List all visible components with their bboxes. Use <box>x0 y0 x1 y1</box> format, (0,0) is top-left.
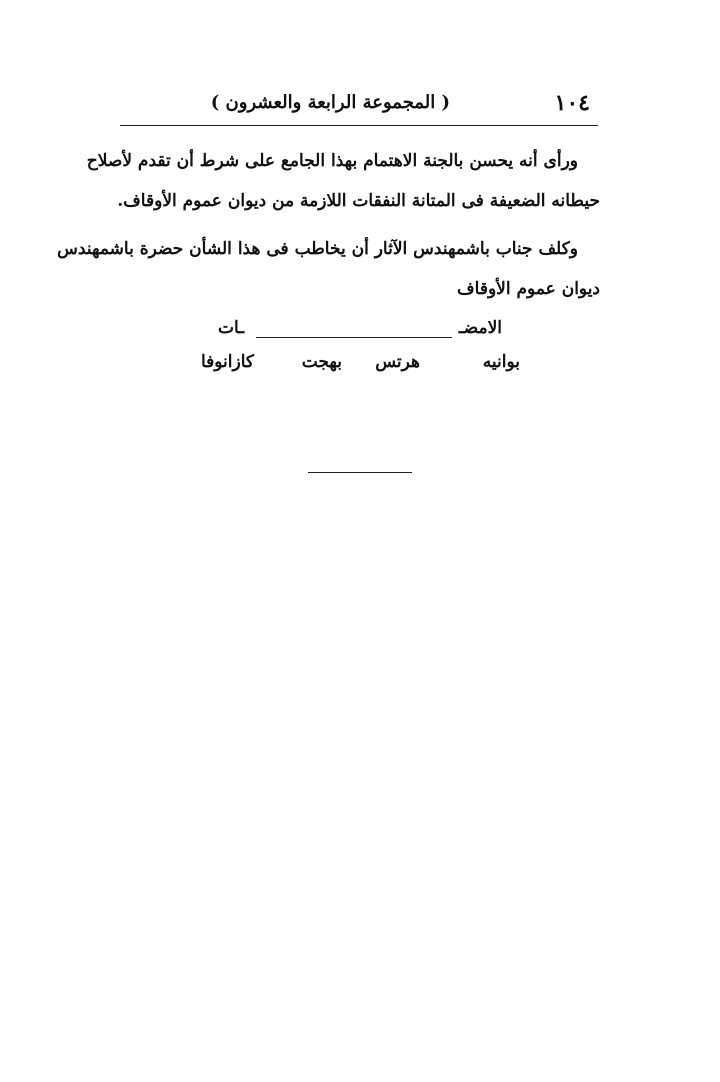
header-rule <box>120 125 598 126</box>
signatures-heading-end: ـات <box>218 318 245 338</box>
signatures-heading-start: الامضـ <box>458 318 502 338</box>
signatory-name: بهجت <box>301 352 342 372</box>
paragraph-line: ديوان عموم الأوقاف <box>457 279 600 299</box>
end-rule <box>308 472 412 473</box>
signatures-heading-rule <box>256 337 452 338</box>
paragraph-1 <box>86 141 600 221</box>
signatory-name: هرتس <box>375 352 420 372</box>
signatory-name: كازانوفا <box>200 352 254 372</box>
page-header <box>120 88 598 124</box>
paragraph-line: ورأى أنه يحسن بالجنة الاهتمام بهذا الجامع على شرط أن تقدم لأصلاح <box>86 151 578 171</box>
running-title: ( المجموعة الرابعة والعشرون ) <box>210 92 450 113</box>
page-number: ١٠٤ <box>554 90 590 116</box>
signatories <box>196 352 520 384</box>
paragraph-line: وكلف جناب باشمهندس الآثار أن يخاطب فى هذا الشأن حضرة باشمهندس <box>57 239 578 259</box>
signatures-heading <box>218 318 502 348</box>
paragraph-2 <box>57 229 600 309</box>
paragraph-line: حيطانه الضعيفة فى المتانة النفقات اللازمة من ديوان عموم الأوقاف. <box>117 191 600 211</box>
signatory-name: بوانيه <box>482 352 520 372</box>
